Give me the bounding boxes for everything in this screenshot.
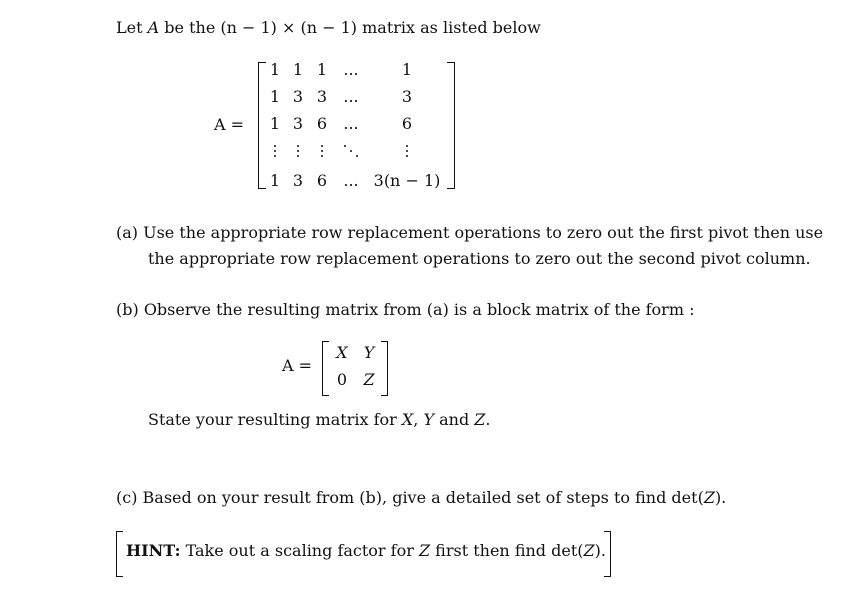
hint-label: HINT:	[126, 541, 181, 560]
hint-right-bracket	[604, 531, 611, 577]
intro-rest: be the (n − 1) × (n − 1) matrix as listed below	[164, 18, 541, 37]
hint-left-bracket	[116, 531, 123, 577]
part-a-line2: the appropriate row replacement operations to zero out the second pivot column.	[148, 249, 811, 268]
matrix-a-right-bracket	[447, 62, 455, 189]
part-b-text: (b) Observe the resulting matrix from (a) is a block matrix of the form :	[116, 300, 695, 319]
part-c-text: (c) Based on your result from (b), give a detailed set of steps to find det(Z).	[116, 488, 727, 507]
block-left-bracket	[322, 341, 329, 396]
hint-text: HINT: Take out a scaling factor for Z first then find det(Z).	[126, 541, 606, 560]
matrix-a-lhs: A =	[214, 115, 245, 134]
diagonal-dots	[344, 145, 360, 159]
matrix-a-left-bracket	[258, 62, 266, 189]
intro-line	[116, 18, 541, 37]
part-a-line1: (a) Use the appropriate row replacement operations to zero out the first pivot then use	[116, 223, 824, 242]
intro-var: A	[147, 18, 160, 37]
part-b-state: State your resulting matrix for X, Y and Z.	[148, 410, 491, 429]
block-matrix-lhs: A =	[282, 356, 313, 375]
intro-lead: Let	[116, 18, 143, 37]
block-right-bracket	[381, 341, 388, 396]
